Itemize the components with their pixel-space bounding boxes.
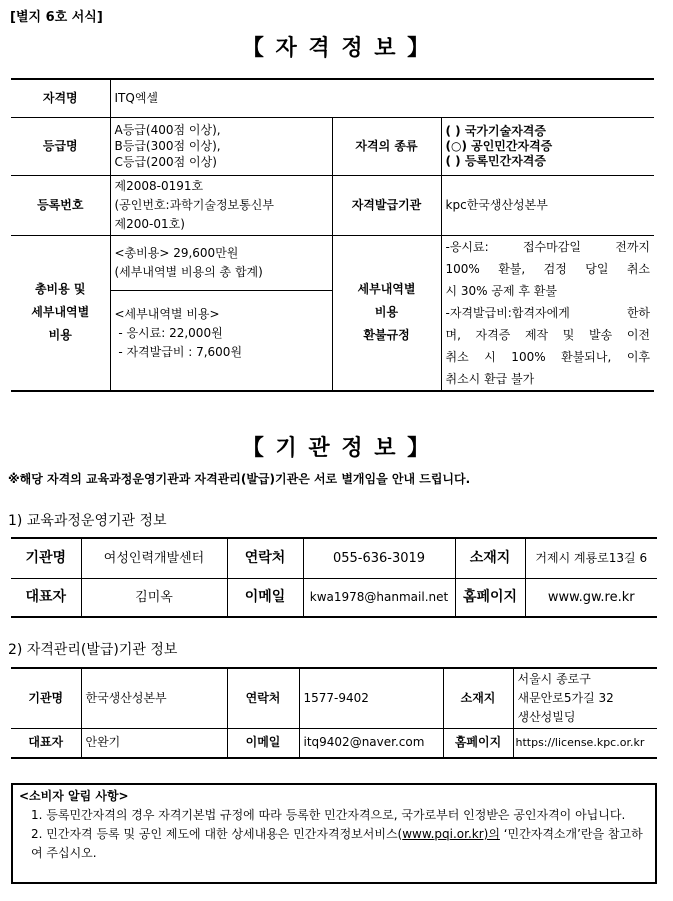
qual-name-label: 자격명 <box>11 79 110 117</box>
edu-address-value: 거제시 계룡로13길 6 <box>525 538 657 578</box>
edu-rep-value: 김미옥 <box>81 578 227 617</box>
consumer-notice-title: <소비자 알림 사항> <box>19 789 129 803</box>
table-row <box>11 79 654 117</box>
table-row <box>11 175 654 235</box>
mgmt-address-line: 서울시 종로구 <box>517 671 591 686</box>
edu-web-label: 홈페이지 <box>455 578 525 617</box>
table-row <box>11 117 654 175</box>
refund-line: 시 30% 공제 후 환불 <box>445 283 557 298</box>
edu-web-value: www.gw.re.kr <box>525 578 657 617</box>
mgmt-email-value: itq9402@naver.com <box>299 728 443 758</box>
cost-label-line: 세부내역별 <box>31 305 90 319</box>
edu-email-value: kwa1978@hanmail.net <box>303 578 455 617</box>
mgmt-org-table <box>11 667 657 759</box>
edu-org-heading: 1) 교육과정운영기관 정보 <box>8 513 167 529</box>
mgmt-org-name-label: 기관명 <box>11 668 81 728</box>
total-cost-line: (세부내역별 비용의 총 합계) <box>114 264 263 279</box>
mgmt-address-line: 새문안로5가길 32 <box>517 690 614 705</box>
qualification-info-table <box>11 78 654 392</box>
mgmt-rep-value: 안완기 <box>81 728 227 758</box>
total-cost <box>111 236 332 291</box>
refund-label <box>332 235 441 391</box>
cost-label <box>11 235 110 391</box>
refund-label-line: 세부내역별 <box>357 282 416 296</box>
organization-info-title: 【 기 관 정 보 】 <box>241 436 432 461</box>
mgmt-org-heading: 2) 자격관리(발급)기관 정보 <box>8 642 178 658</box>
detail-cost-line: - 자격발급비 : 7,600원 <box>114 344 243 359</box>
edu-contact-value: 055-636-3019 <box>303 538 455 578</box>
refund-line: 며, 자격증 제작 및 발송 이전 <box>445 327 651 342</box>
cost-label-line: 비용 <box>48 328 72 342</box>
consumer-notice-item-2-text: 2. 민간자격 등록 및 공인 제도에 대한 상세내용은 민간자격정보서비스( <box>31 827 403 841</box>
edu-org-table <box>11 537 657 618</box>
detail-cost-line: <세부내역별 비용> <box>114 306 220 321</box>
detail-cost <box>115 291 328 376</box>
grade-label: 등급명 <box>11 117 110 175</box>
edu-org-name-value: 여성인력개발센터 <box>81 538 227 578</box>
qual-type-value <box>441 117 654 175</box>
total-cost-line: <총비용> 29,600만원 <box>114 245 239 260</box>
refund-label-line: 환불규정 <box>363 328 410 342</box>
mgmt-address-line: 생산성빌딩 <box>517 709 576 724</box>
reg-number-value <box>110 175 332 235</box>
reg-line: (공인번호:과학기술정보통신부 <box>114 197 274 212</box>
mgmt-rep-label: 대표자 <box>11 728 81 758</box>
table-row <box>11 728 657 758</box>
refund-line: -자격발급비:합격자에게 한하 <box>445 305 651 320</box>
table-row <box>11 235 654 391</box>
grade-line: C등급(200점 이상) <box>114 155 217 169</box>
grade-value <box>110 117 332 175</box>
consumer-notice-item-2-tail: ‘민간자격소개’란을 참고하여 주십시오. <box>31 827 643 860</box>
mgmt-contact-value: 1577-9402 <box>299 668 443 728</box>
cost-label-line: 총비용 및 <box>34 282 86 296</box>
form-label: [별지 6호 서식] <box>10 10 103 25</box>
mgmt-web-label: 홈페이지 <box>443 728 513 758</box>
mgmt-contact-label: 연락처 <box>227 668 299 728</box>
mgmt-org-name-value: 한국생산성본부 <box>81 668 227 728</box>
issuer-label: 자격발급기관 <box>332 175 441 235</box>
refund-line: -응시료: 접수마감일 전까지 <box>445 239 651 254</box>
refund-value <box>441 235 654 391</box>
table-row <box>11 578 657 617</box>
qual-type-option: (○) 공인민간자격증 <box>445 138 553 153</box>
reg-number-label: 등록번호 <box>11 175 110 235</box>
issuer-value: kpc한국생산성본부 <box>441 175 654 235</box>
qualification-info-title: 【 자 격 정 보 】 <box>241 36 432 61</box>
edu-email-label: 이메일 <box>227 578 303 617</box>
pqi-link[interactable]: www.pqi.or.kr)의 <box>402 827 500 841</box>
qual-type-label: 자격의 종류 <box>332 117 441 175</box>
refund-label-line: 비용 <box>374 305 399 319</box>
grade-line: A등급(400점 이상), <box>114 123 221 137</box>
mgmt-address-value <box>513 668 657 728</box>
refund-line: 취소 시 100% 환불되나, 이후 <box>445 349 651 364</box>
edu-address-label: 소재지 <box>455 538 525 578</box>
mgmt-email-label: 이메일 <box>227 728 299 758</box>
mgmt-web-value: https://license.kpc.or.kr <box>513 728 657 758</box>
separate-org-notice: ※해당 자격의 교육과정운영기관과 자격관리(발급)기관은 서로 별개임을 안내 드립니다. <box>8 472 471 486</box>
edu-contact-label: 연락처 <box>227 538 303 578</box>
edu-org-name-label: 기관명 <box>11 538 81 578</box>
consumer-notice-item-1: 1. 등록민간자격의 경우 자격기본법 규정에 따라 등록한 민간자격으로, 국가로부터 인정받은 공인자격이 아닙니다. <box>31 808 626 822</box>
edu-rep-label: 대표자 <box>11 578 81 617</box>
mgmt-address-label: 소재지 <box>443 668 513 728</box>
refund-line: 100% 환불, 검정 당일 취소 <box>445 261 651 276</box>
qual-type-option: ( ) 국가기술자격증 <box>445 123 546 138</box>
reg-line: 제2008-0191호 <box>114 178 204 193</box>
consumer-notice-box <box>11 783 657 884</box>
detail-cost-line: - 응시료: 22,000원 <box>114 325 223 340</box>
table-row <box>11 538 657 578</box>
consumer-notice-item-2 <box>19 825 649 863</box>
table-row <box>11 668 657 728</box>
reg-line: 제200-01호) <box>114 216 185 231</box>
refund-line: 취소시 환급 불가 <box>445 371 535 386</box>
cost-value <box>110 235 332 391</box>
grade-line: B등급(300점 이상), <box>114 139 221 153</box>
qual-name-value: ITQ엑셀 <box>110 79 654 117</box>
qual-type-option: ( ) 등록민간자격증 <box>445 153 546 168</box>
